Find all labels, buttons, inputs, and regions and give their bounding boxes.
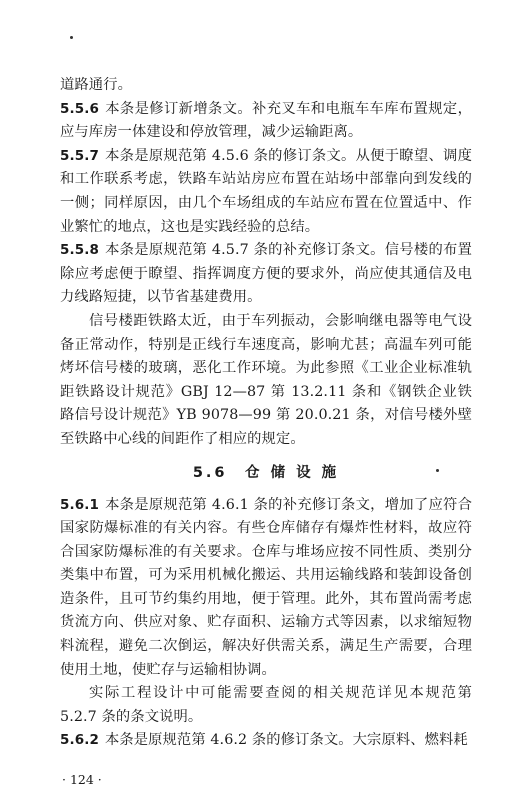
paragraph-text: 实际工程设计中可能需要查阅的相关规范详见本规范第 5.2.7 条的条文说明。 <box>60 685 472 725</box>
paragraph-text: 本条是原规范第 4.5.7 条的补充修订条文。信号楼的布置除应考虑便于瞭望、指挥调度方便的要求外，尚应使其通信及电力线路短捷，以节省基建费用。 <box>60 242 472 306</box>
paragraph <box>60 145 472 239</box>
paragraph-text: 本条是原规范第 4.6.2 条的修订条文。大宗原料、燃料耗 <box>104 732 468 749</box>
clause-number: 5.5.6 <box>60 100 99 117</box>
clause-number: 5.5.7 <box>60 147 99 164</box>
paragraph <box>60 239 472 310</box>
paragraph-text: 本条是修订新增条文。补充叉车和电瓶车车库布置规定，应与库房一体建设和停放管理，减少运输距离。 <box>60 100 472 141</box>
paragraph <box>60 682 472 729</box>
paragraph-text: 本条是原规范第 4.5.6 条的修订条文。从便于瞭望、调度和工作联系考虑，铁路车站站房应布置在站场中部靠向到发线的一侧；同样原因，由几个车场组成的车站应布置在位置适中、作业繁忙的地点，这也是实践经验的总结。 <box>60 147 472 235</box>
page-number: · 124 · <box>62 772 102 787</box>
section-5-6-body <box>60 494 472 754</box>
paragraph-text: 道路通行。 <box>60 77 132 93</box>
clause-number: 5.6.1 <box>60 496 99 513</box>
document-page <box>60 0 472 753</box>
paragraph <box>60 494 472 683</box>
section-5-5-body <box>60 0 472 452</box>
clause-number: 5.5.8 <box>60 242 99 259</box>
paragraph <box>60 74 472 98</box>
clause-number: 5.6.2 <box>60 732 99 749</box>
section-heading: 5.6 仓 储 设 施 <box>192 464 340 481</box>
paragraph <box>60 310 472 452</box>
paragraph-text: 本条是原规范第 4.6.1 条的补充修订条文，增加了应符合国家防爆标准的有关内容。有些仓库储存有爆炸性材料，故应符合国家防爆标准的有关要求。仓库与堆场应按不同性质、类别分类集中布置，可为采用机械化搬运、共用运输线路和装卸设备创造条件，且可节约集约用地，便于管理。此外，其布置尚需考虑货流方向、供应对象、贮存面积、运输方式等因素，以求缩短物料流程，避免二次倒运，解决好供需关系，满足生产需要，合理使用土地，使贮存与运输相协调。 <box>60 496 472 678</box>
paragraph <box>60 729 472 753</box>
paragraph-text: 信号楼距铁路太近，由于车列振动，会影响继电器等电气设备正常动作，特别是正线行车速度高，影响尤甚；高温车列可能烤坏信号楼的玻璃，恶化工作环境。为此参照《工业企业标准轨距铁路设计规范》GBJ 12—87 第 13.2.11 条和《钢铁企业铁路信号设计规范》YB 9078—99 第 20.0.21 条，对信号楼外壁至铁路中心线的间距作了相应的规定。 <box>60 312 472 447</box>
paragraph <box>60 98 472 145</box>
